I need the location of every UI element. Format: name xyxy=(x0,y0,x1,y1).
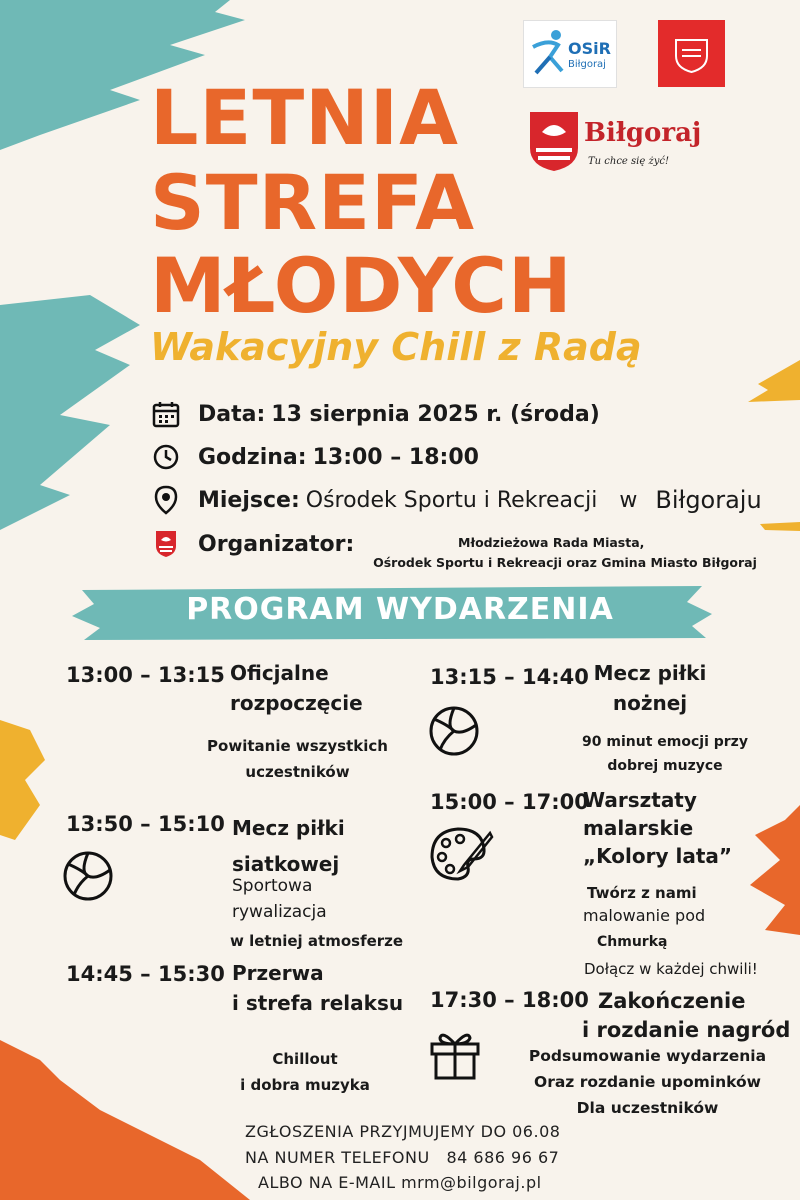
left-1-desc xyxy=(180,733,415,785)
council-logo xyxy=(658,20,725,87)
right-1-time: 13:15 – 14:40 xyxy=(430,665,589,689)
orange-brush-bottom-left xyxy=(0,1040,250,1200)
right-1-desc xyxy=(550,730,780,778)
city-crest-icon xyxy=(528,110,580,172)
osir-logo xyxy=(523,20,617,88)
yellow-brush-right xyxy=(748,360,800,405)
location-pin-icon xyxy=(150,484,182,516)
date-label: Data: xyxy=(198,401,266,427)
right-1-title-1: Mecz piłki xyxy=(593,661,707,685)
footer-line-1: ZGŁOSZENIA PRZYJMUJEMY DO 06.08 xyxy=(245,1122,561,1141)
place-value: Ośrodek Sportu i Rekreacji xyxy=(305,487,598,513)
left-2-desc-2: rywalizacja xyxy=(232,902,327,922)
right-3-title-1: Zakończenie xyxy=(598,989,746,1013)
title-line-1: LETNIA xyxy=(150,73,459,162)
calendar-icon xyxy=(150,398,182,430)
left-1-time: 13:00 – 13:15 xyxy=(66,663,225,687)
right-1-title xyxy=(585,658,715,718)
info-place xyxy=(150,484,762,516)
right-3-time: 17:30 – 18:00 xyxy=(430,988,589,1012)
left-3-title xyxy=(232,958,403,1018)
right-1-title-2: nożnej xyxy=(612,691,688,715)
right-2-title-2: malarskie xyxy=(583,816,694,840)
footer-line-3: ALBO NA E-MAIL mrm@bilgoraj.pl xyxy=(258,1173,542,1192)
right-3-desc-1: Podsumowanie wydarzenia xyxy=(528,1047,767,1065)
time-value: 13:00 – 18:00 xyxy=(312,444,479,470)
right-1-desc-2: dobrej muzyce xyxy=(607,758,723,774)
ball-icon xyxy=(428,705,480,761)
info-time xyxy=(150,441,479,473)
right-1-desc-1: 90 minut emocji przy xyxy=(582,734,748,750)
orange-brush-right xyxy=(745,805,800,935)
left-3-title-2: i strefa relaksu xyxy=(232,991,404,1015)
left-1-desc-2: uczestników xyxy=(245,763,350,781)
left-2-desc-3: w letniej atmosferze xyxy=(230,932,404,950)
left-3-desc-1: Chillout xyxy=(272,1050,338,1068)
title-line-2: STREFA xyxy=(150,158,476,247)
left-3-desc xyxy=(215,1046,395,1098)
left-2-title xyxy=(232,810,345,882)
right-2-desc-3: Chmurką xyxy=(597,934,668,950)
info-organizer xyxy=(150,528,354,560)
time-label: Godzina: xyxy=(198,444,307,470)
organizer-line-2: Ośrodek Sportu i Rekreacji oraz Gmina Miasto Biłgoraj xyxy=(373,555,757,570)
organizer-crest-icon xyxy=(150,528,182,560)
right-3-desc xyxy=(510,1043,785,1121)
gift-icon xyxy=(428,1028,482,1086)
osir-logo-city: Biłgoraj xyxy=(568,59,606,70)
osir-logo-name: OSiR xyxy=(568,39,611,58)
shield-icon xyxy=(658,20,725,87)
left-2-desc-1: Sportowa xyxy=(232,876,313,896)
place-value-tail: w xyxy=(619,487,638,513)
date-value: 13 sierpnia 2025 r. (środa) xyxy=(271,401,600,427)
yellow-brush-right-small xyxy=(760,522,800,532)
runner-icon xyxy=(528,27,568,77)
subtitle: Wakacyjny Chill z Radą xyxy=(150,325,642,369)
left-3-title-1: Przerwa xyxy=(232,961,324,985)
right-2-title-3: „Kolory lata” xyxy=(583,844,733,868)
right-3-desc-2: Oraz rozdanie upominków xyxy=(534,1073,761,1091)
left-1-desc-1: Powitanie wszystkich xyxy=(207,737,388,755)
left-2-desc xyxy=(232,873,327,925)
left-2-title-1: Mecz piłki xyxy=(232,816,345,840)
palette-icon xyxy=(428,825,494,889)
left-2-title-2: siatkowej xyxy=(232,852,340,876)
right-2-desc-1: Twórz z nami xyxy=(587,884,697,902)
left-1-title-2: rozpoczęcie xyxy=(230,691,363,715)
right-2-title xyxy=(583,786,732,870)
footer-line-2: NA NUMER TELEFONU 84 686 96 67 xyxy=(245,1148,560,1167)
organizer-label: Organizator: xyxy=(198,531,355,557)
info-date xyxy=(150,398,600,430)
place-value-city: Biłgoraju xyxy=(655,486,762,514)
clock-icon xyxy=(150,441,182,473)
organizer-text xyxy=(355,533,775,573)
yellow-brush-left xyxy=(0,720,45,840)
program-heading: PROGRAM WYDARZENIA xyxy=(186,592,614,627)
left-3-time: 14:45 – 15:30 xyxy=(66,962,225,986)
title-line-3: MŁODYCH xyxy=(150,241,573,330)
right-2-title-1: Warsztaty xyxy=(583,788,697,812)
left-1-title-1: Oficjalne xyxy=(230,661,329,685)
left-2-time: 13:50 – 15:10 xyxy=(66,812,225,836)
bilgoraj-logo-motto: Tu chce się żyć! xyxy=(588,156,669,167)
left-1-title xyxy=(230,658,363,718)
bilgoraj-logo-name: Biłgoraj xyxy=(584,118,702,148)
right-3-title-2: i rozdanie nagród xyxy=(582,1018,791,1042)
place-label: Miejsce: xyxy=(198,487,300,513)
organizer-line-1: Młodzieżowa Rada Miasta, xyxy=(458,535,645,550)
bilgoraj-logo xyxy=(528,110,728,180)
right-2-desc-4: Dołącz w każdej chwili! xyxy=(584,960,758,978)
right-2-time: 15:00 – 17:00 xyxy=(430,790,589,814)
right-3-desc-3: Dla uczestników xyxy=(576,1099,719,1117)
right-2-desc-2: malowanie pod xyxy=(583,906,706,925)
left-3-desc-2: i dobra muzyka xyxy=(240,1076,370,1094)
volleyball-icon xyxy=(62,850,114,906)
teal-brush-mid-left xyxy=(0,295,150,530)
